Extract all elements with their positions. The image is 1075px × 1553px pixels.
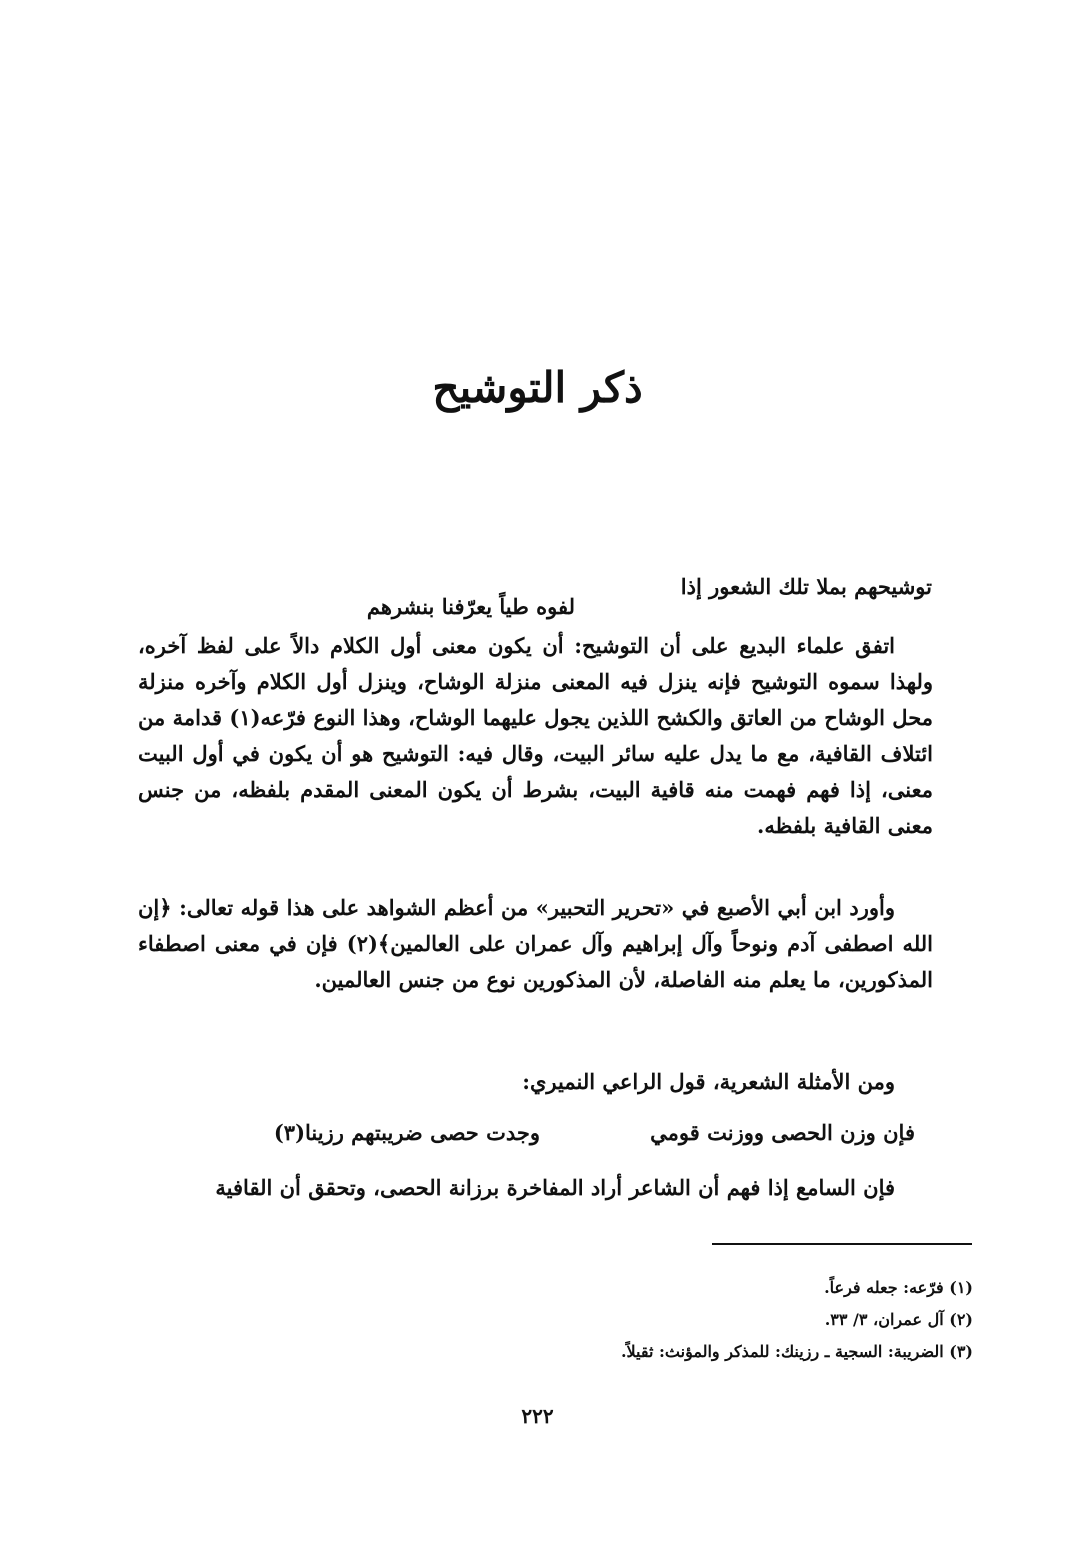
paragraph-text: ومن الأمثلة الشعرية، قول الراعي النميري: (522, 1069, 895, 1094)
example-verse (0, 1120, 1075, 1156)
footnote-2: (٢) آل عمران، ٣/ ٣٣. (824, 1310, 973, 1329)
footnote-3: (٣) الضريبة: السجية ـ رزينك: للمذكر والمؤنث: ثقيلاً. (620, 1342, 973, 1361)
chapter-title: ذكر التوشيح (432, 363, 643, 412)
page-number: ٢٢٢ (521, 1404, 554, 1428)
footnotes (420, 1272, 973, 1368)
opening-verse-first-hemistich: توشيحهم بملا تلك الشعور إذا (680, 574, 932, 599)
paragraph-definition (138, 628, 933, 844)
opening-verse (0, 574, 1075, 619)
paragraph-text: وأورد ابن أبي الأصبع في «تحرير التحبير» من أعظم الشواهد على هذا قوله تعالى: ﴿إن الله اصطفى آدم ونوحاً وآل إبراهيم وآل عمران على العالمين﴾(٢) فإن في معنى اصطفاء المذكورين، ما يعلم منه الفاصلة، لأن المذكورين نوع من جنس العالمين. (138, 895, 934, 992)
footnote-divider (712, 1243, 972, 1245)
footnote-1: (١) فرّعه: جعله فرعاً. (824, 1278, 973, 1297)
opening-verse-second-hemistich: لفوه طياً يعرّفنا بنشرهم (366, 594, 575, 619)
paragraph-text: اتفق علماء البديع على أن التوشيح: أن يكون معنى أول الكلام دالاً على لفظ آخره، ولهذا سموه التوشيح فإنه ينزل فيه المعنى منزلة الوشاح، وينزل أول الكلام وآخره منزلة محل الوشاح من العاتق والكشح اللذين يجول عليهما الوشاح، وهذا النوع فرّعه(١) قدامة من ائتلاف القافية، مع ما يدل عليه سائر البيت، وقال فيه: التوشيح هو أن يكون في أول البيت معنى، إذا فهم فهمت منه قافية البيت، بشرط أن يكون المعنى المقدم بلفظه، من جنس معنى القافية بلفظه. (138, 633, 933, 838)
example-verse-first-hemistich: فإن وزن الحصى ووزنت قومي (650, 1120, 915, 1145)
paragraph-quran-example (138, 890, 933, 998)
example-verse-second-hemistich: وجدت حصى ضريبتهم رزينا(٣) (273, 1120, 540, 1145)
paragraph-poetic-examples (138, 1064, 933, 1100)
paragraph-continuation (138, 1170, 933, 1206)
paragraph-text: فإن السامع إذا فهم أن الشاعر أراد المفاخرة برزانة الحصى، وتحقق أن القافية (215, 1175, 895, 1200)
